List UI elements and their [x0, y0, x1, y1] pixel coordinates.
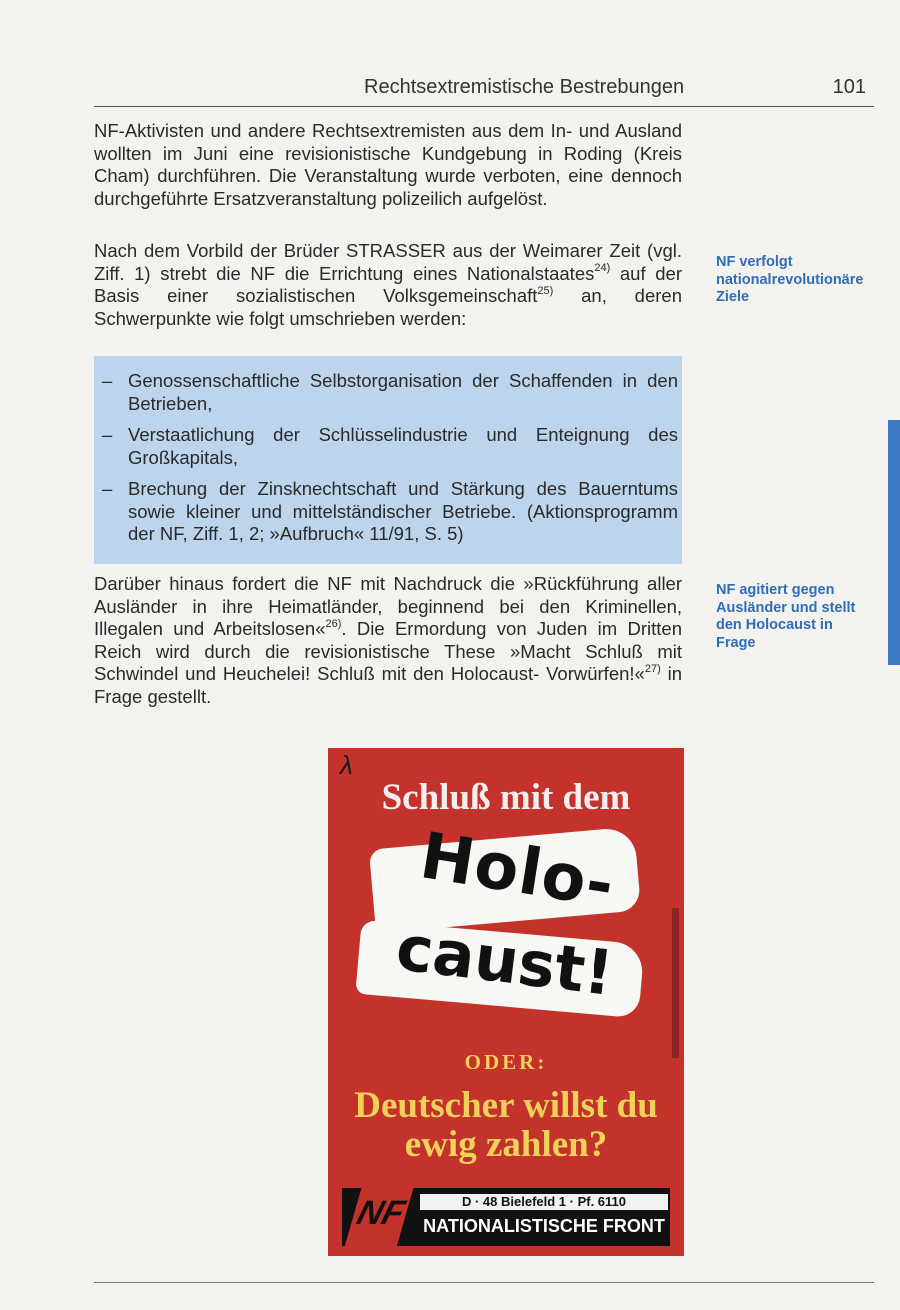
program-box	[94, 356, 682, 564]
program-item-text: Verstaatlichung der Schlüsselindustrie und Enteignung des Großkapitals,	[128, 424, 678, 468]
paragraph-strasser	[94, 240, 682, 330]
paragraph-text: Darüber hinaus fordert die NF mit Nachdruck die »Rückführung aller Ausländer in ihre Heimatländer, beginnend bei den Kriminellen, Illegalen und Arbeitslosen«	[94, 573, 682, 639]
footnote-ref: 25)	[537, 284, 554, 297]
paragraph-text: in Frage gestellt.	[94, 663, 683, 707]
footnote-ref: 24)	[594, 262, 611, 275]
poster-footer	[342, 1188, 670, 1246]
poster-small-print	[672, 908, 679, 1058]
margin-note-auslaender: NF agitiert gegen Ausländer und stellt den Holocaust in Frage	[716, 582, 856, 651]
page-number: 101	[832, 76, 866, 98]
program-item	[94, 478, 682, 546]
poster-slogan-line: Holo-	[415, 819, 620, 923]
poster-image	[328, 748, 684, 1256]
bottom-rule	[94, 1282, 874, 1283]
paragraph-text: auf der Basis einer sozialistischen Volksgemeinschaft	[94, 262, 682, 306]
margin-note-ziele: NF verfolgt nationalrevolutionäre Ziele	[716, 254, 864, 305]
paragraph-text: NF-Aktivisten und andere Rechtsextremisten aus dem In- und Ausland wollten im Juni eine revisionistische Kundgebung in Roding (Kreis Cham) durchführen. Die Veranstaltung wurde verboten, eine dennoch durchgeführte Ersatzveranstaltung polizeilich aufgelöst.	[94, 120, 682, 209]
program-item	[94, 424, 682, 469]
poster-oder: ODER:	[464, 1050, 548, 1074]
footnote-ref: 27)	[644, 662, 661, 675]
chapter-tab-marker	[888, 420, 900, 665]
poster-organization: NATIONALISTISCHE FRONT	[423, 1216, 665, 1236]
program-item	[94, 370, 682, 415]
footnote-ref: 26)	[325, 617, 342, 630]
nf-logo-icon	[345, 1182, 415, 1246]
program-item-text: Genossenschaftliche Selbstorganisation der Schaffenden in den Betrieben,	[128, 370, 678, 414]
poster-question-line: ewig zahlen?	[404, 1124, 608, 1165]
poster-question	[328, 1086, 684, 1164]
nf-logo-text: NF	[352, 1194, 410, 1232]
paragraph-kundgebung	[94, 120, 682, 210]
running-title: Rechtsextremistische Bestrebungen	[364, 76, 685, 98]
dash-bullet: –	[102, 424, 113, 445]
page-header	[94, 72, 874, 107]
poster-slogan-line: caust!	[392, 911, 618, 1010]
dash-bullet: –	[102, 370, 113, 391]
paragraph-text: an, deren Schwerpunkte wie folgt umschrieben werden:	[94, 285, 682, 329]
paragraph-text: . Die Ermordung von Juden im Dritten Reich wird durch die revisionistische These »Macht Schluß mit Schwindel und Heuchelei! Schluß mit den Holocaust- Vorwürfen!«	[94, 618, 682, 684]
poster-headline: Schluß mit dem	[381, 777, 631, 818]
handwritten-mark: λ	[340, 750, 353, 780]
paragraph-text: Nach dem Vorbild der Brüder STRASSER aus der Weimarer Zeit (vgl. Ziff. 1) strebt die NF die Errichtung eines Nationalstaates	[94, 240, 682, 284]
paragraph-auslaender	[94, 573, 682, 708]
poster-question-line: Deutscher willst du	[354, 1085, 658, 1126]
poster-address: D · 48 Bielefeld 1 · Pf. 6110	[420, 1194, 668, 1210]
program-item-text: Brechung der Zinsknechtschaft und Stärkung des Bauerntums sowie kleiner und mittelständischer Betriebe. (Aktionsprogramm der NF, Ziff. 1, 2; »Aufbruch« 11/91, S. 5)	[128, 478, 678, 544]
dash-bullet: –	[102, 478, 113, 499]
